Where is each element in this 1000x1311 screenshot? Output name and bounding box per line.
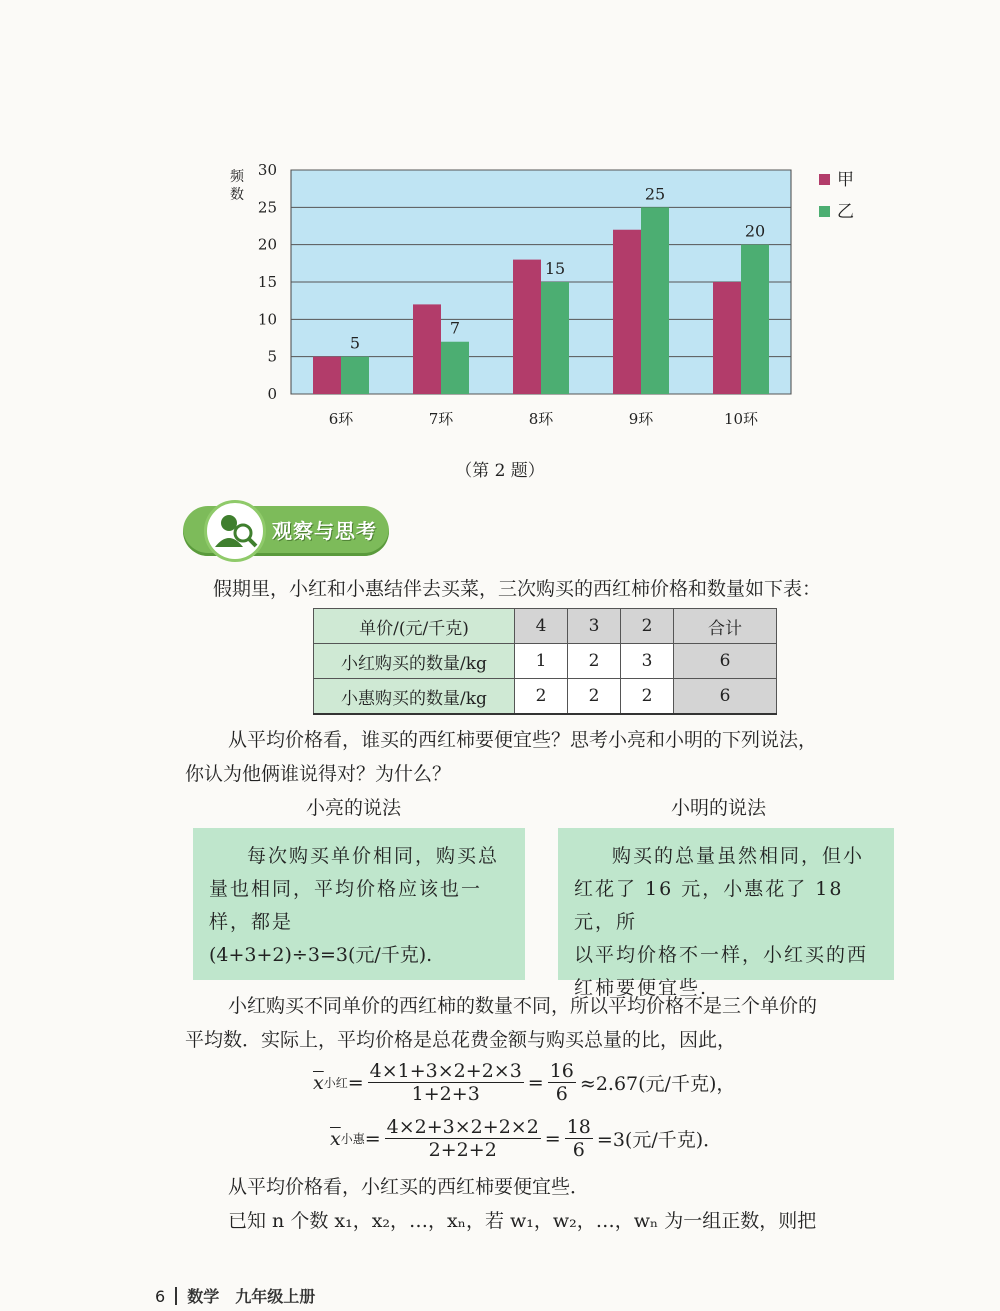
bar-jia [513,260,541,394]
formula-xiaohong: $\overline{x}$ 小红 = $\frac{4\times 1+3\times 2+2\times 3}{1+2+3}$ = $\frac{16}{6}$ ≈2.67(元/千克)， [313,1060,736,1105]
x-tick-label: 8环 [528,410,554,428]
data-label: 7 [449,318,461,338]
bar-yi [741,245,769,394]
row-header: 小红购买的数量/kg [314,644,515,679]
y-tick-label: 0 [267,385,277,403]
magnifier-person-icon [204,500,266,562]
row-header: 小惠购买的数量/kg [314,679,515,715]
bar-yi [541,282,569,394]
box-line: 红柿要便宜些. [574,977,709,999]
bar-yi [341,357,369,394]
box-line: 以平均价格不一样，小红买的西 [574,944,869,966]
x-tick-label: 9环 [628,410,654,428]
right-opinion-box [558,828,894,999]
legend-swatch [819,174,830,185]
table-cell: 4 [515,609,568,644]
mean-subscript: 小红 [323,1076,348,1090]
table-cell-total: 6 [674,679,777,715]
table-row [314,679,777,715]
right-heading: 小明的说法 [671,797,767,819]
table-cell-total: 合计 [674,609,777,644]
bar-chart [215,155,875,445]
denominator: 2+2+2 [428,1139,497,1161]
numerator: 18 [566,1116,591,1138]
y-tick-label: 30 [257,161,277,179]
page-footer [155,1284,315,1307]
row-header: 单价/(元/千克) [314,609,515,644]
table-cell: 3 [568,609,621,644]
legend-label: 乙 [837,202,854,222]
table-cell: 1 [515,644,568,679]
y-tick-label: 15 [257,273,277,291]
mean-symbol: $\overline{x}$ [313,1071,324,1094]
table-cell: 3 [621,644,674,679]
data-label: 15 [544,259,566,278]
question-line-2: 你认为他俩谁说得对？为什么？ [185,763,452,785]
numerator: 16 [549,1060,574,1082]
table-cell: 2 [621,679,674,715]
explain-line-2: 平均数．实际上，平均价格是总花费金额与购买总量的比，因此， [185,1029,737,1051]
page-number: 6 [155,1287,166,1306]
fraction [548,1060,576,1105]
explain-line-1: 小红购买不同单价的西红柿的数量不同，所以平均价格不是三个单价的 [228,995,818,1017]
data-label: 20 [744,221,766,241]
box-line: 每次购买单价相同，购买总 [247,845,500,867]
table-cell: 2 [515,679,568,715]
box-line: 量也相同，平均价格应该也一 [209,878,483,900]
bar-jia [713,282,741,394]
last-line-text: 已知 n 个数 x₁，x₂，…，xₙ，若 w₁，w₂，…，wₙ 为一组正数，则把 [228,1210,817,1232]
x-tick-label: 10环 [723,410,759,428]
table-row [314,609,777,644]
bar-jia [613,230,641,394]
x-tick-label: 7环 [428,410,454,428]
box-line: 样，都是 [209,911,294,933]
bar-yi [641,207,669,394]
bar-jia [313,357,341,394]
mean-symbol: $\overline{x}$ [330,1127,341,1150]
mean-subscript: 小惠 [340,1132,365,1146]
bar-jia [413,304,441,394]
y-tick-label: 5 [267,347,277,366]
denominator: 6 [572,1139,585,1161]
question-line-1: 从平均价格看，谁买的西红柿要便宜些？思考小亮和小明的下列说法， [228,729,818,751]
y-axis-label: 数 [230,187,244,203]
table-cell-total: 6 [674,644,777,679]
fraction [385,1116,541,1161]
box-line: 购买的总量虽然相同，但小 [612,845,865,867]
bar-yi [441,342,469,394]
price-table [313,608,777,715]
y-axis-label: 频 [230,169,244,185]
intro-text: 假期里，小红和小惠结伴去买菜，三次购买的西红柿价格和数量如下表： [213,578,822,600]
y-tick-label: 20 [257,235,277,254]
y-tick-label: 10 [257,310,277,329]
formula-result: ≈2.67(元/千克)， [579,1073,736,1095]
table-cell: 2 [568,679,621,715]
conclusion-text: 从平均价格看，小红买的西红柿要便宜些． [228,1176,590,1198]
left-heading: 小亮的说法 [306,797,402,819]
legend-swatch [819,206,830,217]
formula-xiaohui: $\overline{x}$ 小惠 = $\frac{4\times 2+3\times 2+2\times 2}{2+2+2}$ = $\frac{18}{6}$ =3(元/千克)． [330,1116,723,1161]
numerator: 4×1+3×2+2×3 [369,1060,522,1082]
fraction [368,1060,524,1105]
box-line: (4+3+2)÷3=3(元/千克). [209,944,433,966]
fraction [565,1116,593,1161]
data-label: 5 [349,333,361,353]
denominator: 6 [555,1083,568,1105]
box-line: 红花了 16 元，小惠花了 18 元，所 [574,878,844,933]
table-cell: 2 [621,609,674,644]
left-opinion-box [193,828,525,980]
footer-divider [175,1287,177,1305]
y-tick-label: 25 [257,198,277,217]
table-row [314,644,777,679]
book-title: 数学 九年级上册 [187,1287,316,1306]
figure-caption: （第 2 题） [455,461,545,481]
denominator: 1+2+3 [411,1083,480,1105]
data-label: 25 [644,184,666,204]
x-tick-label: 6环 [328,410,354,428]
legend-label: 甲 [837,170,854,190]
formula-result: =3(元/千克)． [596,1129,723,1151]
section-title: 观察与思考 [272,519,377,543]
numerator: 4×2+3×2+2×2 [386,1116,539,1138]
table-cell: 2 [568,644,621,679]
